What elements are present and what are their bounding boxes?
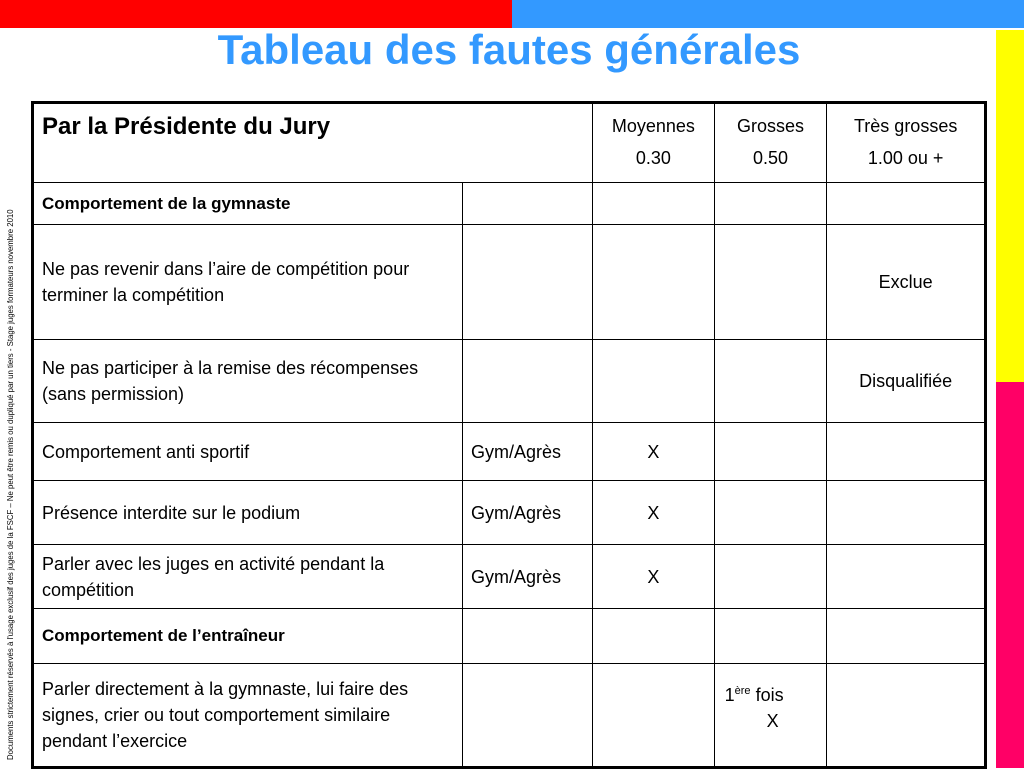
right-pink-bar — [996, 382, 1024, 768]
first-time-word: fois — [755, 685, 784, 705]
header-moyennes-value: 0.30 — [635, 148, 671, 168]
row-tres-grosses — [827, 545, 986, 609]
table-row — [33, 340, 986, 423]
row-category — [462, 340, 592, 423]
section-row-gymnast — [33, 183, 986, 225]
first-time-mark: X — [766, 711, 779, 731]
table-row — [33, 423, 986, 481]
row-tres-grosses: Exclue — [827, 225, 986, 340]
header-grosses-value: 0.50 — [752, 148, 788, 168]
row-description: Parler avec les juges en activité pendant la compétition — [33, 545, 463, 609]
row-grosses-first-time — [714, 664, 827, 768]
first-time-superscript: ère — [734, 685, 751, 697]
faults-table — [31, 101, 987, 769]
table-cell — [593, 664, 714, 768]
table-cell — [462, 183, 592, 225]
page-title: Tableau des fautes générales — [217, 26, 801, 73]
right-yellow-bar — [996, 30, 1024, 382]
header-row — [33, 103, 986, 183]
row-description: Comportement anti sportif — [33, 423, 463, 481]
header-tres-grosses-value: 1.00 ou + — [867, 148, 944, 168]
header-grosses — [714, 103, 827, 183]
table-cell — [593, 183, 714, 225]
table-cell — [714, 609, 827, 664]
row-moyennes — [593, 340, 714, 423]
table-cell — [827, 183, 986, 225]
table-row — [33, 545, 986, 609]
table-cell — [462, 664, 592, 768]
header-moyennes — [593, 103, 714, 183]
row-tres-grosses — [827, 423, 986, 481]
row-grosses — [714, 225, 827, 340]
row-moyennes: X — [593, 545, 714, 609]
row-grosses — [714, 423, 827, 481]
table-cell — [827, 609, 986, 664]
side-disclaimer: Documents strictement réservés à l'usage exclusif des juges de la FSCF – Ne peut être remis ou dupliqué par un tiers - Stage juges formateurs novembre 2010 — [6, 209, 15, 760]
table-cell — [593, 609, 714, 664]
row-moyennes: X — [593, 423, 714, 481]
row-description: Ne pas participer à la remise des récompenses (sans permission) — [33, 340, 463, 423]
row-tres-grosses — [827, 481, 986, 545]
header-grosses-label: Grosses — [736, 116, 804, 136]
row-category — [462, 225, 592, 340]
table-row — [33, 225, 986, 340]
first-time-number: 1 — [724, 685, 735, 705]
header-main: Par la Présidente du Jury — [33, 103, 593, 183]
row-category: Gym/Agrès — [462, 545, 592, 609]
section-title-gymnast: Comportement de la gymnaste — [33, 183, 463, 225]
table-row — [33, 481, 986, 545]
table-row — [33, 664, 986, 768]
section-title-coach: Comportement de l’entraîneur — [33, 609, 463, 664]
header-moyennes-label: Moyennes — [611, 116, 695, 136]
table-cell — [714, 183, 827, 225]
header-tres-grosses — [827, 103, 986, 183]
row-description: Ne pas revenir dans l’aire de compétition pour terminer la compétition — [33, 225, 463, 340]
row-grosses — [714, 481, 827, 545]
row-moyennes: X — [593, 481, 714, 545]
row-category: Gym/Agrès — [462, 481, 592, 545]
row-category: Gym/Agrès — [462, 423, 592, 481]
row-description: Parler directement à la gymnaste, lui faire des signes, crier ou tout comportement similaire pendant l’exercice — [33, 664, 463, 768]
row-grosses — [714, 340, 827, 423]
section-row-coach — [33, 609, 986, 664]
table-cell — [827, 664, 986, 768]
header-tres-grosses-label: Très grosses — [853, 116, 958, 136]
row-description: Présence interdite sur le podium — [33, 481, 463, 545]
row-tres-grosses: Disqualifiée — [827, 340, 986, 423]
row-grosses — [714, 545, 827, 609]
row-moyennes — [593, 225, 714, 340]
table-cell — [462, 609, 592, 664]
